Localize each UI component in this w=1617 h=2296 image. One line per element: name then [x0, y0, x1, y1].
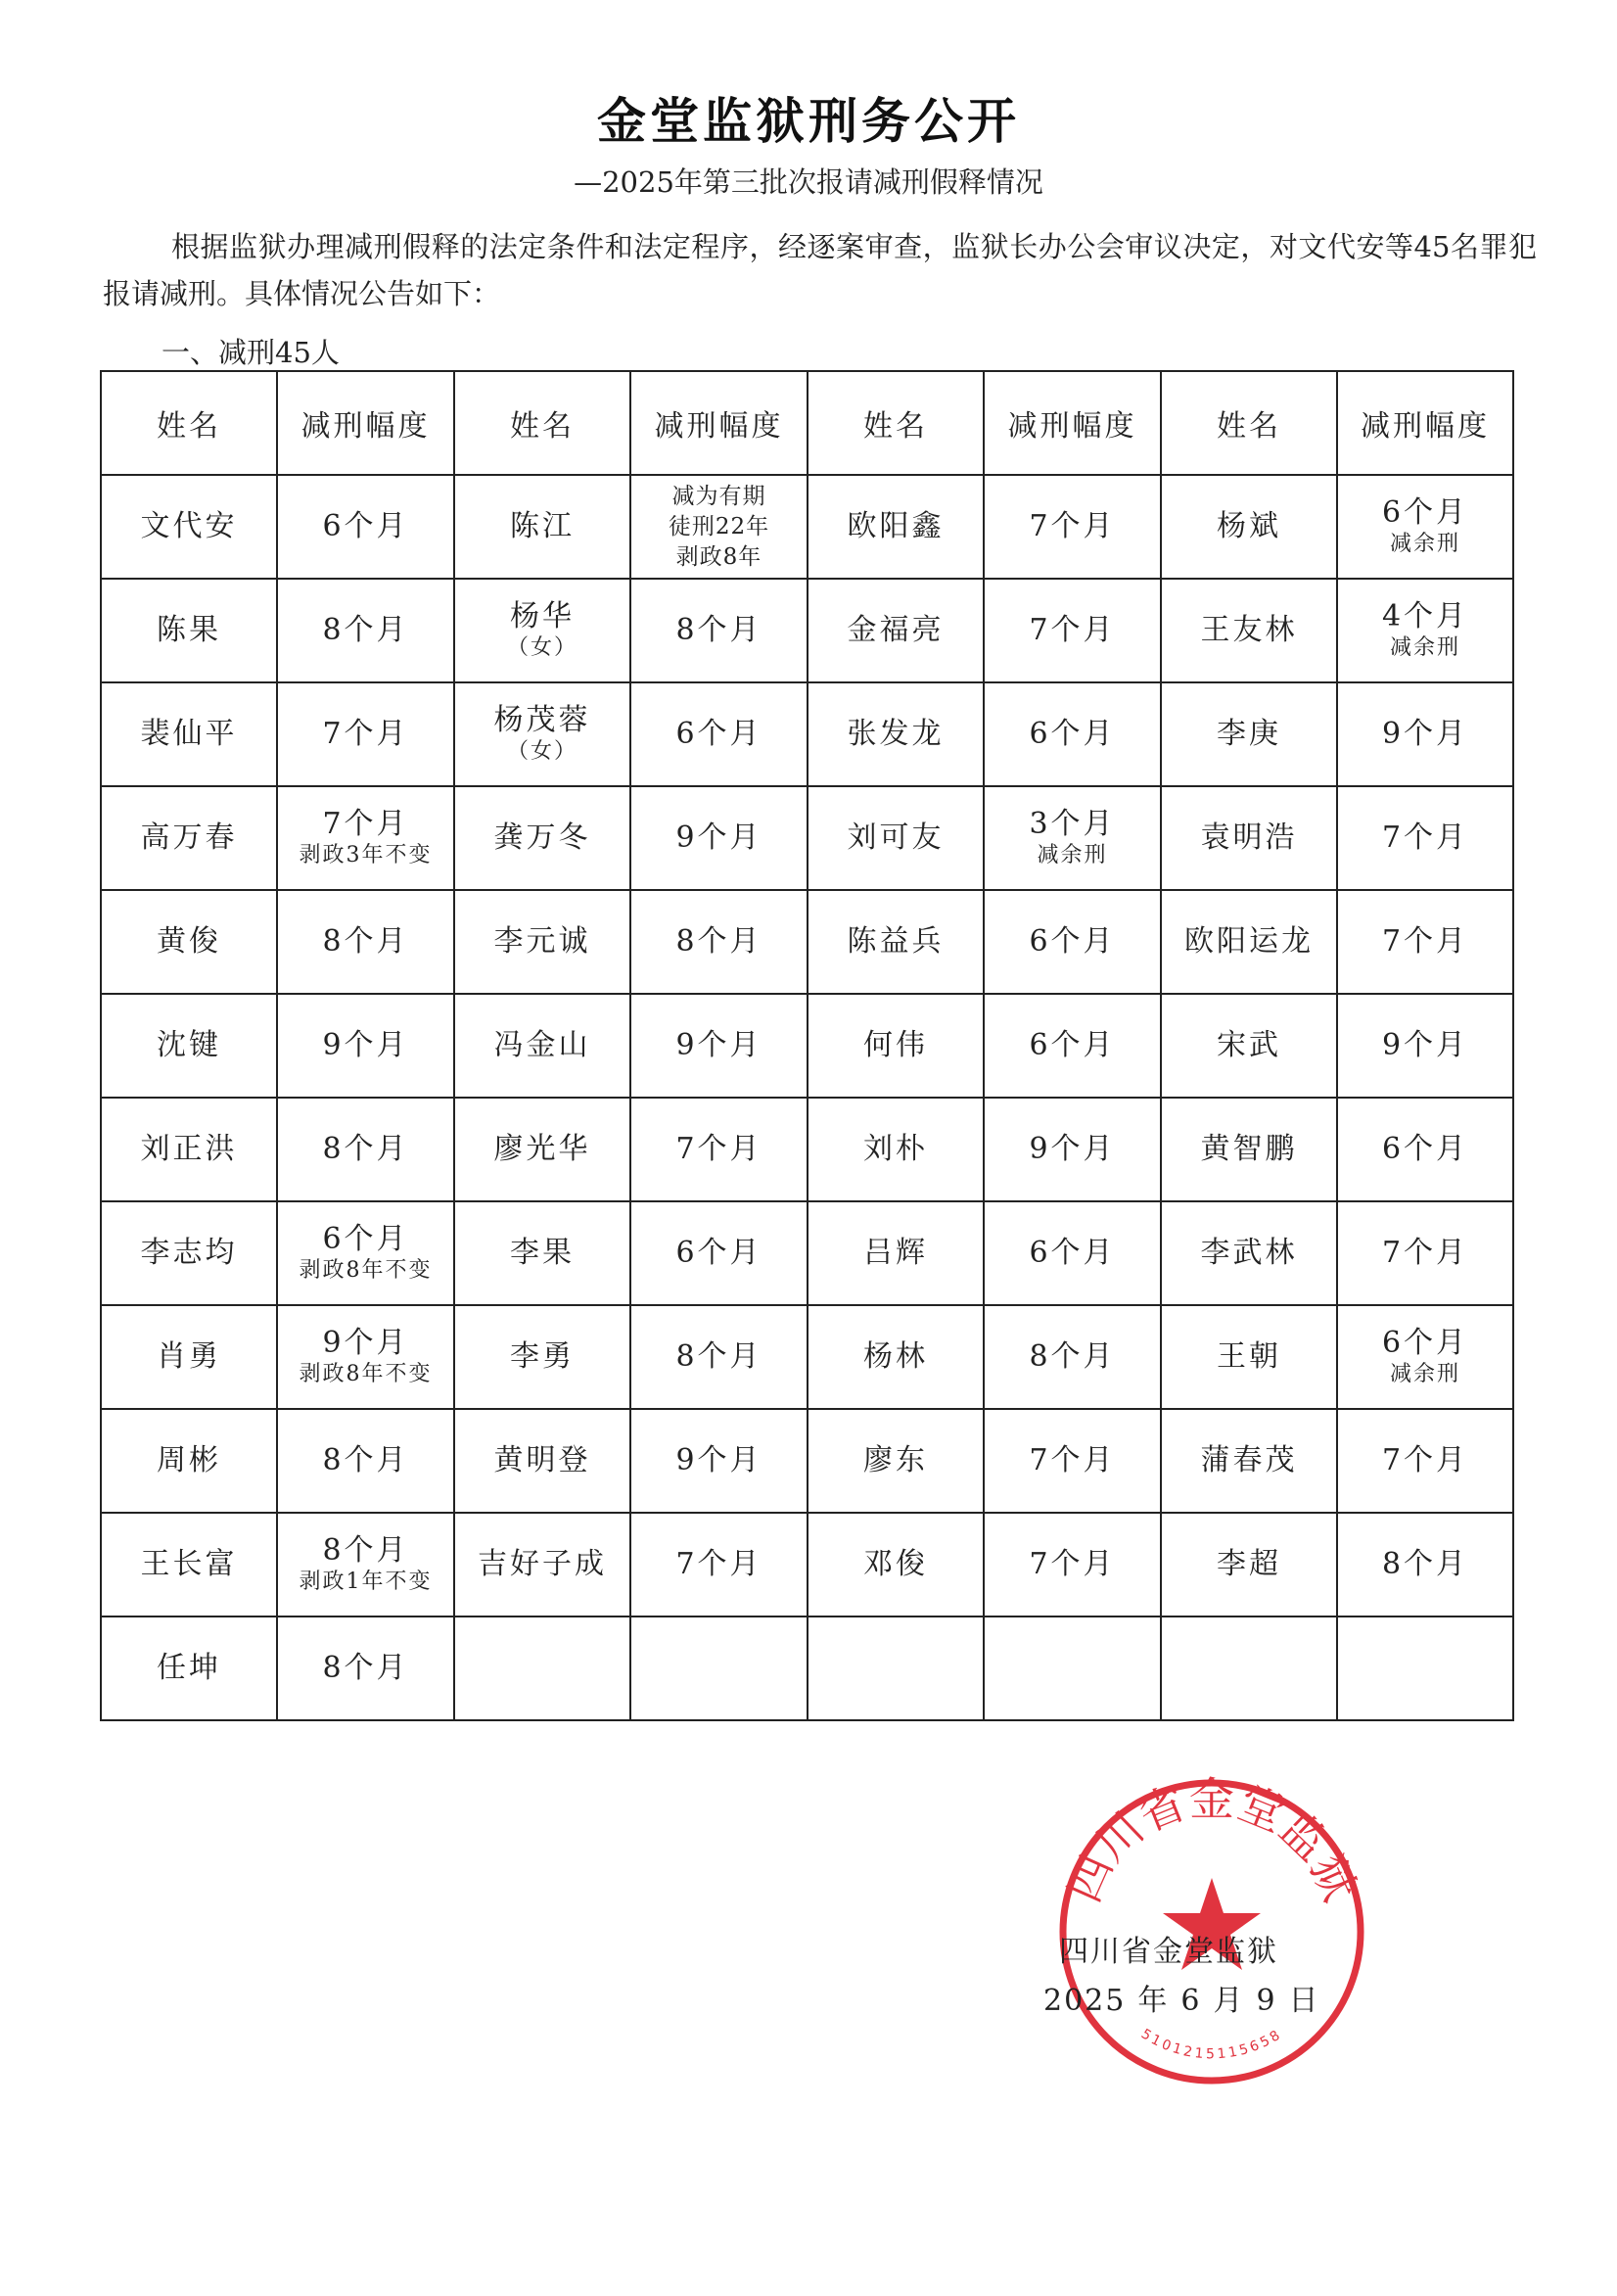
name-cell: [101, 890, 277, 994]
reduction-value: 9个月: [1381, 717, 1469, 751]
reduction-value: 7个月: [1029, 1443, 1116, 1477]
inmate-name: 杨华: [510, 599, 575, 633]
name-cell: [808, 1305, 984, 1409]
table-header-row: [101, 371, 1513, 475]
table-row: [101, 1617, 1513, 1720]
seal-text: 四川省金堂监狱: [1056, 1772, 1367, 1910]
reduction-cell: [984, 1098, 1161, 1201]
name-cell: [808, 682, 984, 786]
inmate-name: 李志均: [140, 1236, 238, 1270]
reduction-cell: [630, 1201, 808, 1305]
name-cell: [808, 579, 984, 682]
date-year-unit: 年: [1137, 1984, 1170, 2018]
cell-note: 减余刑: [1037, 843, 1108, 867]
reduction-cell: [984, 1513, 1161, 1617]
inmate-name: 邓俊: [863, 1547, 928, 1581]
reduction-value: 6个月: [1381, 1132, 1469, 1166]
table-row: [101, 682, 1513, 786]
name-cell: [1161, 1513, 1337, 1617]
reduction-line: 徒刑22年: [668, 513, 770, 539]
inmate-name: 袁明浩: [1200, 820, 1298, 855]
reduction-cell: [630, 579, 808, 682]
inmate-name: 王长富: [140, 1547, 238, 1581]
name-cell: [808, 1617, 984, 1720]
reduction-value: 8个月: [1381, 1547, 1469, 1581]
reduction-cell: [1337, 579, 1513, 682]
name-cell: [1161, 1305, 1337, 1409]
name-cell: [101, 1409, 277, 1513]
inmate-name: 李元诚: [493, 924, 591, 959]
commutation-table: [100, 370, 1514, 1721]
name-cell: [1161, 579, 1337, 682]
reduction-value: 7个月: [1381, 1443, 1469, 1477]
reduction-cell: [1337, 1513, 1513, 1617]
name-cell: [1161, 475, 1337, 579]
reduction-value: 9个月: [322, 1028, 409, 1062]
reduction-cell: [630, 994, 808, 1098]
name-cell: [101, 1513, 277, 1617]
inmate-name: 陈果: [157, 613, 221, 647]
cell-note: 减余刑: [1389, 1362, 1460, 1386]
name-cell: [101, 1305, 277, 1409]
name-cell: [454, 1409, 630, 1513]
inmate-name: 金福亮: [847, 613, 945, 647]
name-cell: [101, 1201, 277, 1305]
inmate-name: 任坤: [157, 1651, 221, 1685]
reduction-value: 7个月: [1381, 1236, 1469, 1270]
reduction-value: 8个月: [675, 613, 762, 647]
name-cell: [1161, 890, 1337, 994]
reduction-value: 8个月: [322, 1533, 409, 1568]
reduction-cell: [277, 1617, 454, 1720]
reduction-cell: [630, 786, 808, 890]
reduction-value: 6个月: [1029, 1028, 1116, 1062]
inmate-name: 王友林: [1200, 613, 1298, 647]
reduction-value: 6个月: [1029, 924, 1116, 959]
reduction-cell: [1337, 786, 1513, 890]
name-cell: [808, 786, 984, 890]
reduction-value: 8个月: [675, 1339, 762, 1374]
inmate-name: 裴仙平: [140, 717, 238, 751]
reduction-cell: [984, 994, 1161, 1098]
name-cell: [808, 994, 984, 1098]
inmate-name: 刘朴: [863, 1132, 928, 1166]
name-cell: [808, 1098, 984, 1201]
name-cell: [808, 1409, 984, 1513]
inmate-name: 周彬: [157, 1443, 221, 1477]
section-heading: 一、减刑45人: [162, 336, 340, 369]
cell-note: 减余刑: [1389, 532, 1460, 556]
table-row: [101, 475, 1513, 579]
reduction-value: 7个月: [1029, 613, 1116, 647]
inmate-name: 廖光华: [493, 1132, 591, 1166]
reduction-value: 9个月: [1381, 1028, 1469, 1062]
reduction-cell: [630, 890, 808, 994]
seal-code: 5101215115658: [1137, 2026, 1286, 2063]
name-cell: [1161, 786, 1337, 890]
reduction-cell: [277, 1098, 454, 1201]
reduction-value: 7个月: [675, 1547, 762, 1581]
cell-note: （女）: [506, 635, 578, 660]
reduction-value: 9个月: [675, 1028, 762, 1062]
name-cell: [1161, 1409, 1337, 1513]
reduction-value: 8个月: [322, 1132, 409, 1166]
cell-note: 剥政8年不变: [299, 1362, 433, 1386]
cell-note: 减余刑: [1389, 635, 1460, 660]
table-row: [101, 890, 1513, 994]
name-cell: [101, 1098, 277, 1201]
reduction-value: 7个月: [1381, 820, 1469, 855]
reduction-value: 7个月: [1029, 1547, 1116, 1581]
reduction-line: 剥政8年: [675, 543, 762, 570]
inmate-name: 刘可友: [847, 820, 945, 855]
reduction-value: 6个月: [675, 717, 762, 751]
reduction-cell: [1337, 1305, 1513, 1409]
reduction-cell: [630, 1617, 808, 1720]
date-year: 2025: [1043, 1984, 1127, 2018]
name-cell: [808, 890, 984, 994]
inmate-name: 李武林: [1200, 1236, 1298, 1270]
name-cell: [454, 1617, 630, 1720]
name-cell: [1161, 682, 1337, 786]
reduction-cell: [277, 1409, 454, 1513]
reduction-cell: [1337, 475, 1513, 579]
date-day: 9: [1256, 1984, 1277, 2018]
inmate-name: 陈江: [510, 509, 575, 543]
table-header-cell: 减刑幅度: [277, 371, 454, 475]
reduction-value: 9个月: [675, 820, 762, 855]
reduction-cell: [1337, 1201, 1513, 1305]
page-subtitle: —2025年第三批次报请减刑假释情况: [574, 165, 1043, 199]
reduction-cell: [984, 890, 1161, 994]
table-row: [101, 1201, 1513, 1305]
name-cell: [454, 994, 630, 1098]
reduction-value: 8个月: [1029, 1339, 1116, 1374]
reduction-cell: [1337, 1098, 1513, 1201]
reduction-cell: [984, 1617, 1161, 1720]
table-header-cell: 姓名: [454, 371, 630, 475]
reduction-cell: [277, 682, 454, 786]
name-cell: [454, 1513, 630, 1617]
reduction-value: 8个月: [322, 924, 409, 959]
inmate-name: 肖勇: [157, 1339, 221, 1374]
inmate-name: 杨林: [863, 1339, 928, 1374]
inmate-name: 沈键: [157, 1028, 221, 1062]
signature-date: [1038, 1976, 1326, 2019]
table-header-cell: 姓名: [808, 371, 984, 475]
reduction-cell: [1337, 890, 1513, 994]
reduction-value: 8个月: [322, 1651, 409, 1685]
table-header-cell: 减刑幅度: [984, 371, 1161, 475]
table-row: [101, 1098, 1513, 1201]
name-cell: [454, 786, 630, 890]
inmate-name: 吉好子成: [478, 1547, 607, 1581]
table-row: [101, 1513, 1513, 1617]
reduction-value: 7个月: [1029, 509, 1116, 543]
inmate-name: 李勇: [510, 1339, 575, 1374]
table-header-cell: 减刑幅度: [1337, 371, 1513, 475]
name-cell: [454, 1098, 630, 1201]
reduction-cell: [984, 682, 1161, 786]
name-cell: [454, 890, 630, 994]
page-title: 金堂监狱刑务公开: [597, 93, 1020, 150]
inmate-name: 廖东: [863, 1443, 928, 1477]
reduction-value: 7个月: [322, 717, 409, 751]
name-cell: [808, 1513, 984, 1617]
inmate-name: 陈益兵: [847, 924, 945, 959]
inmate-name: 李超: [1217, 1547, 1281, 1581]
inmate-name: 蒲春茂: [1200, 1443, 1298, 1477]
reduction-value: 6个月: [1029, 1236, 1116, 1270]
inmate-name: 杨茂蓉: [493, 703, 591, 737]
name-cell: [101, 682, 277, 786]
reduction-cell: [984, 1305, 1161, 1409]
name-cell: [454, 682, 630, 786]
reduction-cell: [277, 994, 454, 1098]
inmate-name: 李庚: [1217, 717, 1281, 751]
table-row: [101, 579, 1513, 682]
inmate-name: 刘正洪: [140, 1132, 238, 1166]
reduction-value: 7个月: [322, 807, 409, 841]
name-cell: [101, 1617, 277, 1720]
reduction-cell: [1337, 1617, 1513, 1720]
reduction-cell: [630, 1305, 808, 1409]
reduction-value: 3个月: [1029, 807, 1116, 841]
inmate-name: 李果: [510, 1236, 575, 1270]
reduction-value: 6个月: [1381, 1326, 1469, 1360]
reduction-cell: [1337, 682, 1513, 786]
reduction-cell: [630, 1409, 808, 1513]
inmate-name: 何伟: [863, 1028, 928, 1062]
name-cell: [1161, 1098, 1337, 1201]
name-cell: [101, 786, 277, 890]
name-cell: [1161, 1617, 1337, 1720]
reduction-value: 9个月: [322, 1326, 409, 1360]
reduction-cell: [1337, 994, 1513, 1098]
reduction-value: 8个月: [322, 613, 409, 647]
inmate-name: 黄明登: [493, 1443, 591, 1477]
reduction-value: 8个月: [675, 924, 762, 959]
name-cell: [808, 475, 984, 579]
reduction-cell: [277, 579, 454, 682]
table-header-cell: 姓名: [101, 371, 277, 475]
reduction-cell: [277, 890, 454, 994]
reduction-cell: [277, 786, 454, 890]
name-cell: [101, 579, 277, 682]
table-body: [101, 371, 1513, 1720]
table-row: [101, 994, 1513, 1098]
name-cell: [454, 1305, 630, 1409]
reduction-value: 6个月: [322, 1222, 409, 1256]
reduction-value: 6个月: [1381, 495, 1469, 530]
table-header-cell: 减刑幅度: [630, 371, 808, 475]
inmate-name: 宋武: [1217, 1028, 1281, 1062]
reduction-value: 8个月: [322, 1443, 409, 1477]
name-cell: [1161, 994, 1337, 1098]
reduction-cell: [984, 475, 1161, 579]
inmate-name: 黄智鹏: [1200, 1132, 1298, 1166]
reduction-cell: [277, 1513, 454, 1617]
inmate-name: 龚万冬: [493, 820, 591, 855]
inmate-name: 高万春: [140, 820, 238, 855]
table-row: [101, 786, 1513, 890]
reduction-cell: [630, 1513, 808, 1617]
reduction-cell: [984, 579, 1161, 682]
date-day-unit: 日: [1288, 1984, 1320, 2018]
name-cell: [454, 475, 630, 579]
inmate-name: 欧阳鑫: [847, 509, 945, 543]
inmate-name: 吕辉: [863, 1236, 928, 1270]
name-cell: [101, 475, 277, 579]
reduction-value: 9个月: [1029, 1132, 1116, 1166]
reduction-value: 4个月: [1381, 599, 1469, 633]
reduction-cell: [984, 786, 1161, 890]
inmate-name: 冯金山: [493, 1028, 591, 1062]
reduction-cell: [277, 475, 454, 579]
inmate-name: 张发龙: [847, 717, 945, 751]
inmate-name: 王朝: [1217, 1339, 1281, 1374]
table-row: [101, 1409, 1513, 1513]
date-month-unit: 月: [1213, 1984, 1245, 2018]
reduction-cell: [630, 475, 808, 579]
name-cell: [101, 994, 277, 1098]
reduction-value: 6个月: [322, 509, 409, 543]
reduction-cell: [984, 1201, 1161, 1305]
reduction-cell: [277, 1201, 454, 1305]
reduction-cell: [630, 1098, 808, 1201]
cell-note: 剥政3年不变: [299, 843, 433, 867]
name-cell: [454, 579, 630, 682]
reduction-cell: [984, 1409, 1161, 1513]
date-month: 6: [1180, 1984, 1202, 2018]
inmate-name: 黄俊: [157, 924, 221, 959]
name-cell: [1161, 1201, 1337, 1305]
reduction-value: 7个月: [1381, 924, 1469, 959]
table-row: [101, 1305, 1513, 1409]
intro-paragraph: 根据监狱办理减刑假释的法定条件和法定程序，经逐案审查，监狱长办公会审议决定，对文代安等45名罪犯报请减刑。具体情况公告如下：: [103, 230, 1537, 310]
inmate-name: 欧阳运龙: [1184, 924, 1314, 959]
table-header-cell: 姓名: [1161, 371, 1337, 475]
reduction-cell: [1337, 1409, 1513, 1513]
reduction-cell: [630, 682, 808, 786]
reduction-value: 6个月: [1029, 717, 1116, 751]
reduction-cell: [277, 1305, 454, 1409]
cell-note: 剥政1年不变: [299, 1570, 433, 1594]
name-cell: [808, 1201, 984, 1305]
cell-note: （女）: [506, 739, 578, 764]
name-cell: [454, 1201, 630, 1305]
reduction-value: 6个月: [675, 1236, 762, 1270]
reduction-value: 7个月: [675, 1132, 762, 1166]
inmate-name: 文代安: [140, 509, 238, 543]
reduction-value: 9个月: [675, 1443, 762, 1477]
inmate-name: 杨斌: [1217, 509, 1281, 543]
signer-name: 四川省金堂监狱: [1059, 1935, 1278, 1969]
reduction-line: 减为有期: [671, 483, 766, 509]
cell-note: 剥政8年不变: [299, 1258, 433, 1283]
